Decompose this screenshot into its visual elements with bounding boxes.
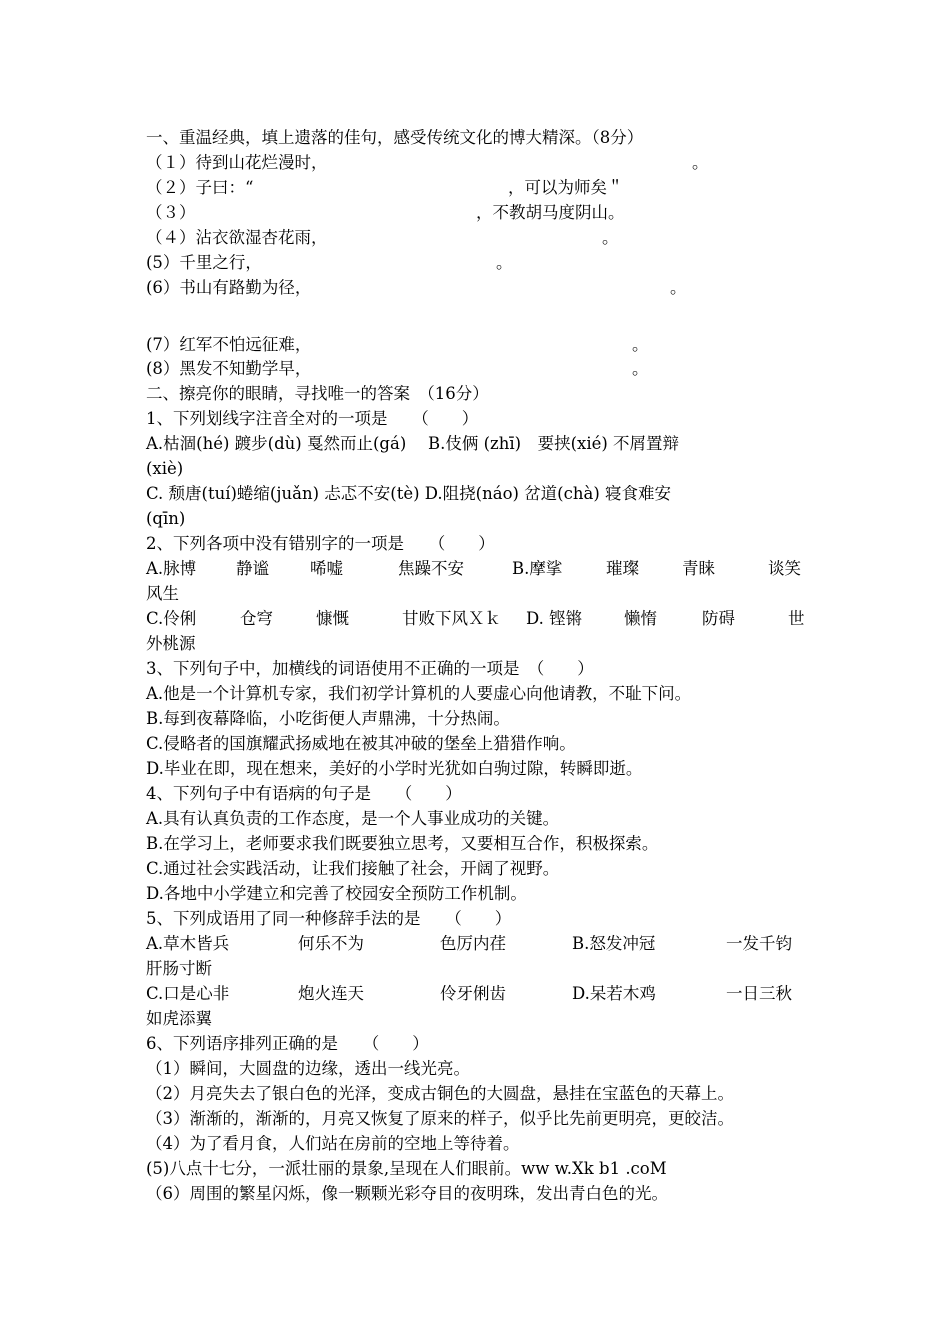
item-text: (6）书山有路勤为径， xyxy=(146,278,312,297)
q5-stem: 5、下列成语用了同一种修辞手法的是 （ ） xyxy=(146,909,512,928)
q1-option-ab: A.枯涸(hé) 踱步(dù) 戛然而止(gá) B.伎俩 (zhī) 要挟(xié) 不屑置辩 xyxy=(146,434,680,453)
q6-sentence-5: (5)八点十七分，一派壮丽的景象,呈现在人们眼前。ww w.Xk b1 .coM xyxy=(146,1159,667,1178)
item-end: 。 xyxy=(692,153,709,172)
q2-b-word-3: 青睐 xyxy=(682,559,715,578)
q6-sentence-6: （6）周围的繁星闪烁，像一颗颗光彩夺目的夜明珠，发出青白色的光。 xyxy=(146,1184,668,1203)
q6-sentence-4: （4）为了看月食，人们站在房前的空地上等待着。 xyxy=(146,1134,520,1153)
q5-c-word-3: 伶牙俐齿 xyxy=(440,984,506,1003)
q4-option-a: A.具有认真负责的工作态度，是一个人事业成功的关键。 xyxy=(146,809,560,828)
q3-option-b: B.每到夜幕降临，小吃街便人声鼎沸，十分热闹。 xyxy=(146,709,510,728)
q2-d-word-2: 懒惰 xyxy=(624,609,657,628)
q5-a-word-3: 色厉内荏 xyxy=(440,934,506,953)
section1-item-8 xyxy=(146,358,806,380)
item-text: (5）千里之行， xyxy=(146,253,262,272)
section1-title: 一、重温经典，填上遗落的佳句，感受传统文化的博大精深。（8分） xyxy=(146,128,644,147)
q5-a-word-1: A.草木皆兵 xyxy=(146,934,230,953)
section1-item-6 xyxy=(146,277,806,299)
q5-d-word-1: D.呆若木鸡 xyxy=(572,984,656,1003)
q5-option-cd xyxy=(146,983,806,1005)
q3-option-c: C.侵略者的国旗耀武扬威地在被其冲破的堡垒上猎猎作响。 xyxy=(146,734,576,753)
section1-item-2 xyxy=(146,177,806,199)
q2-option-cd-cont: 外桃源 xyxy=(146,634,196,653)
item-end: ，不教胡马度阴山。 xyxy=(476,203,625,222)
q2-d-word-3: 防碍 xyxy=(702,609,735,628)
q2-option-cd xyxy=(146,608,806,630)
q3-stem: 3、下列句子中，加横线的词语使用不正确的一项是 （ ） xyxy=(146,659,594,678)
q2-c-word-2: 仓穹 xyxy=(240,609,273,628)
q1-option-cd: C. 颓唐(tuí)蜷缩(juǎn) 忐忑不安(tè) D.阻挠(náo) 岔道(chà) 寝食难安 xyxy=(146,484,672,503)
item-text: （２）子曰：“ xyxy=(146,178,254,197)
q2-c-word-1: C.伶俐 xyxy=(146,609,197,628)
q6-stem: 6、下列语序排列正确的是 （ ） xyxy=(146,1034,429,1053)
q5-b-word-2: 一发千钧 xyxy=(726,934,792,953)
item-text: （３） xyxy=(146,203,196,222)
q6-sentence-2: （2）月亮失去了银白色的光泽，变成古铜色的大圆盘，悬挂在宝蓝色的天幕上。 xyxy=(146,1084,734,1103)
q5-d-word-2: 一日三秋 xyxy=(726,984,792,1003)
q2-b-word-2: 璀璨 xyxy=(606,559,639,578)
section1-item-1 xyxy=(146,152,806,174)
q5-b-word-1: B.怒发冲冠 xyxy=(572,934,656,953)
q4-option-d: D.各地中小学建立和完善了校园安全预防工作机制。 xyxy=(146,884,527,903)
item-text: （１）待到山花烂漫时， xyxy=(146,153,328,172)
q2-a-word-4: 焦躁不安 xyxy=(398,559,464,578)
item-end: 。 xyxy=(632,335,649,354)
q5-a-word-2: 何乐不为 xyxy=(298,934,364,953)
q2-c-word-3: 慷慨 xyxy=(316,609,349,628)
q1-option-cd-cont: (qīn) xyxy=(146,509,186,528)
q2-option-ab-cont: 风生 xyxy=(146,584,179,603)
item-text: （４）沾衣欲湿杏花雨， xyxy=(146,228,328,247)
item-end: 。 xyxy=(632,359,649,378)
section1-item-3 xyxy=(146,202,806,224)
item-end: 。 xyxy=(670,278,687,297)
item-text: (8）黑发不知勤学早， xyxy=(146,359,312,378)
q2-option-ab xyxy=(146,558,806,580)
q2-b-word-1: B.摩挲 xyxy=(512,559,563,578)
q3-option-d: D.毕业在即，现在想来，美好的小学时光犹如白驹过隙，转瞬即逝。 xyxy=(146,759,643,778)
q2-d-word-4: 世 xyxy=(788,609,805,628)
item-end: 。 xyxy=(602,228,619,247)
section1-item-5 xyxy=(146,252,806,274)
q5-option-ab-cont: 肝肠寸断 xyxy=(146,959,212,978)
q2-d-word-1: D. 铿锵 xyxy=(526,609,583,628)
q3-option-a: A.他是一个计算机专家，我们初学计算机的人要虚心向他请教，不耻下问。 xyxy=(146,684,692,703)
q2-b-word-4: 谈笑 xyxy=(768,559,801,578)
q2-c-word-4: 甘败下风Ｘｋ xyxy=(402,609,501,628)
q4-option-c: C.通过社会实践活动，让我们接触了社会，开阔了视野。 xyxy=(146,859,560,878)
q6-sentence-1: （1）瞬间，大圆盘的边缘，透出一线光亮。 xyxy=(146,1059,470,1078)
q5-c-word-1: C.口是心非 xyxy=(146,984,230,1003)
item-end: ，可以为师矣＂ xyxy=(508,178,624,197)
q2-a-word-1: A.脉博 xyxy=(146,559,197,578)
item-end: 。 xyxy=(496,253,513,272)
q4-option-b: B.在学习上，老师要求我们既要独立思考，又要相互合作，积极探索。 xyxy=(146,834,659,853)
q2-a-word-3: 唏嘘 xyxy=(310,559,343,578)
item-text: (7）红军不怕远征难， xyxy=(146,335,312,354)
q2-stem: 2、下列各项中没有错别字的一项是 （ ） xyxy=(146,534,495,553)
q5-option-cd-cont: 如虎添翼 xyxy=(146,1009,212,1028)
section2-title: 二、擦亮你的眼睛，寻找唯一的答案 （16分） xyxy=(146,384,489,403)
q1-option-ab-cont: (xiè) xyxy=(146,459,184,478)
q5-option-ab xyxy=(146,933,806,955)
q2-a-word-2: 静谧 xyxy=(236,559,269,578)
q6-sentence-3: （3）渐渐的，渐渐的，月亮又恢复了原来的样子，似乎比先前更明亮，更皎洁。 xyxy=(146,1109,734,1128)
q4-stem: 4、下列句子中有语病的句子是 （ ） xyxy=(146,784,462,803)
q1-stem: 1、下列划线字注音全对的一项是 （ ） xyxy=(146,409,479,428)
q5-c-word-2: 炮火连天 xyxy=(298,984,364,1003)
section1-item-7 xyxy=(146,334,806,356)
section1-item-4 xyxy=(146,227,806,249)
